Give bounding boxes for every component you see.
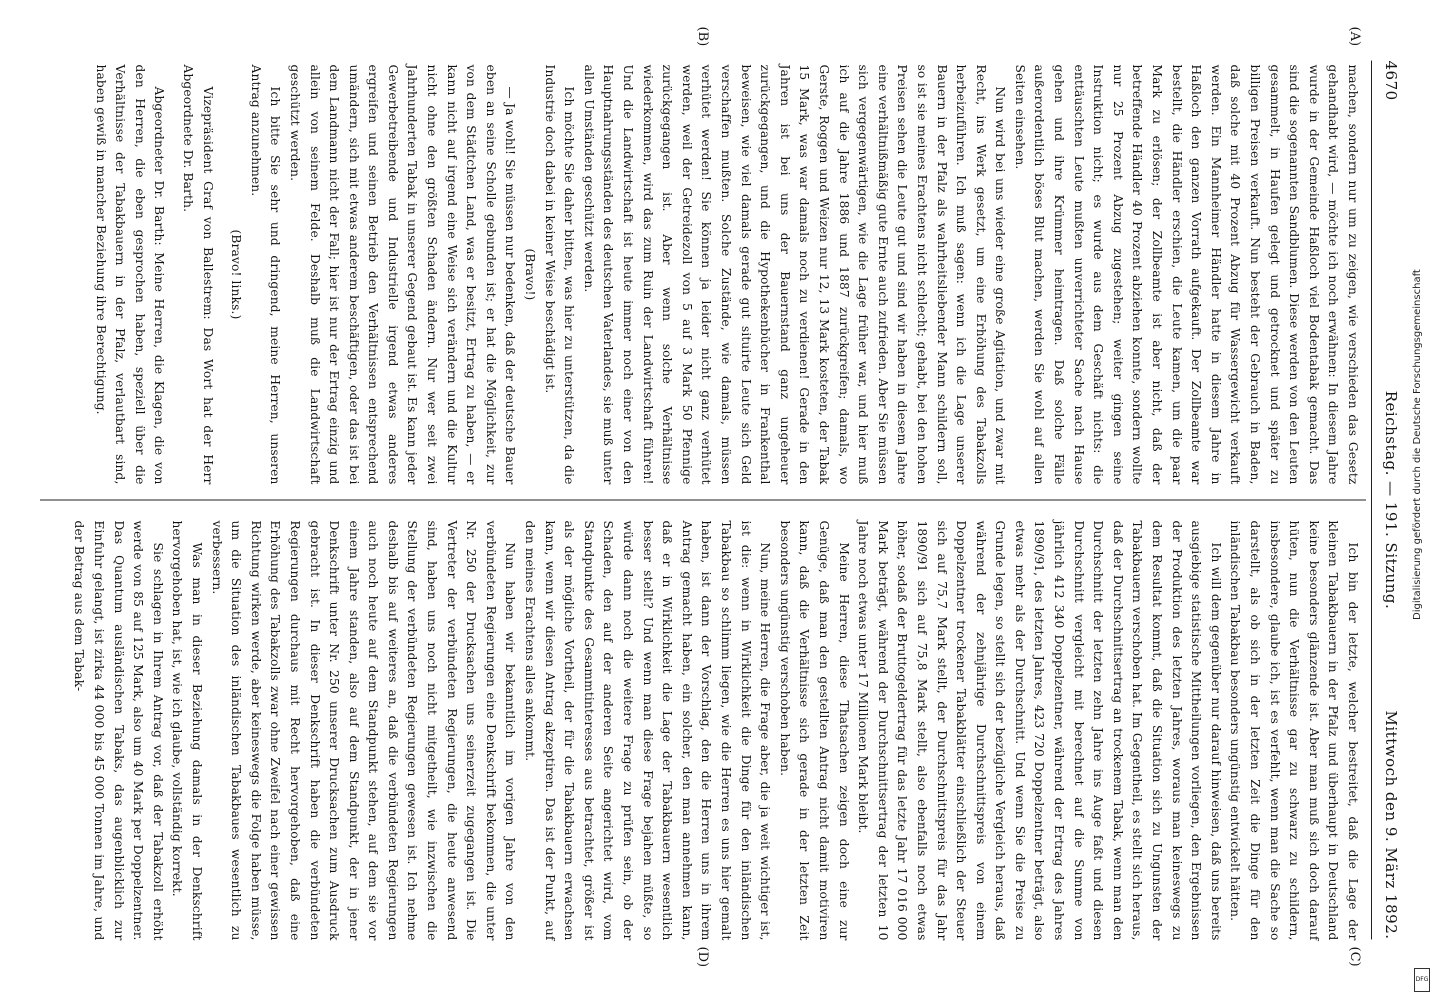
- right-column: [69, 521, 1362, 941]
- paragraph: Ich will dem gegenüber nur darauf hinweisen, daß uns bereits ausgiebige statistische Mittheilungen vorliegen, den Ergebnissen der Produktion des letzten Jahres, woraus man keineswegs zu dem Resultat kommt, daß die Situation sich zu Ungunsten der Tabakbauern verschoben hat. Im Gegentheil, es stellt sich heraus, daß der Durchschnittsertrag an trockenem Tabak, wenn man den Durchschnitt der letzten zehn Jahre ins Auge faßt und diesen Durchschnitt vergleicht mit berechnet auf die Summe von jährlich 412 340 Doppelzentner, während der Ertrag des Jahres 1890/91, des letzten Jahres, 423 720 Doppelzentner beträgt, also etwas mehr als der Durchschnitt. Und wenn Sie die Preise zu Grunde legen, so stellt sich der bezügliche Vergleich heraus, daß während der zehnjährige Durchschnittspreis von einem Doppelzentner trockener Tabakblätter einschließlich der Steuer sich auf 75,7 Mark stellt, der Durchschnittspreis für das Jahr 1890/91 sich auf 75,8 Mark stellt, also ebenfalls noch etwas höher, sodaß der Bruttogeldertrag für das letzte Jahr 17 016 000 Mark beträgt, während der Durchschnittsertrag der letzten 10 Jahre noch etwas unter 17 Millionen Mark bleibt.: [856, 520, 1223, 941]
- running-title: Reichstag. — 191. Sitzung.: [1382, 390, 1400, 610]
- digitization-credit: Digitalisierung gefördert durch die Deutsche Forschungsgemeinschaft: [1412, 269, 1423, 620]
- header-rule: [1371, 61, 1372, 940]
- margin-mark-d: (D): [695, 946, 710, 968]
- paragraph: machen, sondern nur um zu zeigen, wie verschieden das Gesetz gehandhabt wird, — möchte ich noch erwähnen: In diesem Jahre wurde in der Gemeinde Haßloch viel Bodentabak gemacht. Das sind die sogenannten Sandblumen. Diese werden von den Leuten gesammelt, in Haufen gelegt und getrocknet und später zu billigen Preisen verkauft. Nun besteht der Gebrauch in Baden, daß solche mit 40 Prozent Abzug für Wassergewicht verkauft werden. Ein Mannheimer Händler hatte in diesem Jahre in Haßloch den ganzen Vorrath aufgekauft. Der Zollbeamte war bestellt, die Händler erschien, die Leute kamen, um die paar Mark zu erlösen; der Zollbeamte ist aber nicht, daß der betreffende Händler 40 Prozent abziehen konnte, sondern wollte nur 25 Prozent Abzug zugestehen; weiter gingen seine Instruktion nicht; es wurde aus dem Geschäft nichts: die enttäuschten Leute mußten unverrichteter Sache nach Hause gehen und ihre Krümmer heimtragen. Daß solche Fälle außerordentlich böses Blut machen, werden Sie wohl auf allen Seiten einsehen.: [1012, 64, 1360, 485]
- margin-mark-a: (A): [1347, 26, 1362, 47]
- page-header: [1374, 61, 1400, 940]
- issue-date: Mittwoch den 9. März 1892.: [1382, 710, 1400, 940]
- paragraph: Nun, meine Herren, die Frage aber, die ja weit wichtiger ist, ist die: wenn in Wirklichkeit die Dinge für den inländischen Tabakbau so schlimm liegen, wie die Herren es uns hier gemalt haben, ist dann der Vorschlag, den die Herren uns in ihrem Antrag gemacht haben, ein solcher, den man annehmen kann, daß er in Wirklichkeit die Lage der Tabakbauern wesentlich besser stellt? Und wenn man diese Frage bejahen müßte, so würde dann noch die weitere Frage zu prüfen sein, ob der Schaden, den auf der anderen Seite angerichtet wird, vom Standpunkte des Gesammtinteresses aus betrachtet, größer ist als der mögliche Vortheil, der für die Tabakbauern erwachsen kann, wenn wir diesen Antrag akzeptiren. Das ist der Punkt, auf den meines Erachtens alles ankommt.: [523, 520, 773, 941]
- margin-mark-c: (C): [1347, 946, 1362, 967]
- margin-mark-b: (B): [695, 26, 710, 47]
- rotated-page: [10, 13, 1422, 988]
- paragraph: Ich möchte Sie daher bitten, was hier zu unterstützen, da die Industrie doch dabei in keiner Weise beschädigt ist.: [542, 64, 577, 485]
- speaker-paragraph: Abgeordneter Dr. Barth: Meine Herren, die Klagen, die von den Herren, die eben gesprochen haben, speziell über die Verhältnisse der Tabakbauern in der Pfalz, verlautbart sind, haben gewiß in mancher Beziehung ihre Berechtigung.: [93, 64, 167, 485]
- paragraph: Nun wird bei uns wieder eine große Agitation, und zwar mit Recht, ins Werk gesetzt, um eine Erhöhung des Tabakzolls herbeizuführen. Ich muß sagen: wenn ich die Lage unserer Bauern in der Pfalz als wahrheitsliebender Mann schildern soll, so ist sie meines Erachtens nicht schlecht; gehabt, bei den hohen Preisen sehen die Leute gut und sind wir haben in diesem Jahre eine verhältnißmäßig gute Ernte auch zufrieden. Aber Sie müssen sich vergegenwärtigen, wie die Lage früher war, und hier muß ich auf die Jahre 1886 und 1887 zurückgreifen; damals, wo Gerste, Roggen und Weizen nur 12, 13 Mark kosteten, der Tabak 15 Mark, was war damals noch zu verdienen! Gerade in den Jahren ist bei uns der Bauernstand ganz ungeheuer zurückgegangen, und die Hypothekenbücher in Frankenthal beweisen, wie viel damals gerade gut situirte Leute sich Geld verschaffen mußten. Solche Zustände, wie damals, müssen verhütet werden! Sie können ja leider nicht ganz verhütet werden, weil der Getreidezoll von 5 auf 3 Mark 50 Pfennige zurückgegangen ist. Aber wenn solche Verhältnisse wiederkommen, wird das zum Ruin der Landwirtschaft führen! Und die Landwirtschaft ist heute immer noch einer von den Hauptnahrungsständen des deutschen Vaterlandes, sie muß unter allen Umständen geschützt werden.: [581, 64, 1008, 485]
- dfg-logo: DFG: [1414, 968, 1430, 992]
- paragraph: — Ja wohl! Sie müssen nur bedenken, daß der deutsche Bauer eben an seine Scholle gebunden ist; er hat die Möglichkeit, zur von dem Städtchen Land, was er besitzt, Ertrag zu haben, — er kann nicht auf irgend eine Weise sich verändern und die Kultur nicht ohne den größten Schaden ändern. Nur wer seit zwei Jahrhunderten Tabak in unserer Gegend gebaut ist. Es kann jeder Gewerbetreibende und Industrielle irgend etwas anderes ergreifen und seinen Betrieb den Verhältnissen entsprechend umändern, sich mit etwas anderem beschäftigen, oder das ist bei dem Landmann nicht der Fall; hier ist nur der Ertrag einzig und allein von seinem Felde. Deshalb muß die Landwirtschaft geschützt werden.: [287, 64, 518, 485]
- interjection: (Bravo!): [523, 248, 538, 301]
- paragraph: Meine Herren, diese Thatsachen zeigen doch eine zur Genüge, daß man den gestellten Antrag nicht damit motiviren kann, daß die Verhältnisse sich gerade in der letzten Zeit besonders ungünstig verschoben haben.: [777, 520, 851, 941]
- paragraph: Was man in dieser Beziehung damals in der Denkschrift hervorgehoben hat, ist, wie ich glaube, vollständig korrekt.: [170, 520, 204, 941]
- left-column: [90, 65, 1362, 485]
- column-divider: [40, 500, 1366, 501]
- speaker-paragraph: Vizepräsident Graf von Ballestrem: Das Wort hat der Herr Abgeordnete Dr. Barth.: [180, 64, 215, 485]
- page-number: 4670: [1382, 60, 1400, 101]
- paragraph: Sie schlagen in Ihrem Antrag vor, daß der Tabakzoll erhöht werde von 85 auf 125 Mark, also um 40 Mark per Doppelzentner. Das Quantum ausländischen Tabaks, das augenblicklich zur Einfuhr gelangt, ist zirka 44 000 bis 45 000 Tonnen im Jahre, und der Betrag aus dem Tabak-: [72, 520, 165, 941]
- interjection: (Bravo! links.): [229, 229, 244, 320]
- paragraph: Ich bitte Sie sehr und dringend, meine Herren, unseren Antrag anzunehmen.: [248, 64, 283, 485]
- paragraph: Nun haben wir bekanntlich im vorigen Jahre von den verbündeten Regierungen eine Denkschrift bekommen, die unter Nr. 250 der Drucksachen uns seinerzeit zugegangen ist. Die Vertreter der verbündeten Regierungen, die heute anwesend sind, haben uns noch nicht mitgetheilt, wie inzwischen die Stellung der verbündeten Regierungen gewesen ist. Ich nehme deshalb bis auf weiteres an, daß die verbündeten Regierungen auch noch heute auf dem Standpunkt stehen, auf dem sie vor einem Jahre standen, also auf dem Standpunkt, der in jener Denkschrift unter Nr. 250 unserer Drucksachen zum Ausdruck gebracht ist. In dieser Denkschrift haben die verbündeten Regierungen durchaus mit Recht hervorgehoben, daß eine Erhöhung des Tabakzolls zwar ohne Zweifel nach einer gewissen Richtung wirken werde, aber keineswegs die Folge haben müsse, um die Situation des inländischen Tabakbaues wesentlich zu verbessern.: [209, 520, 518, 941]
- paragraph: Ich bin der letzte, welcher bestreitet, daß die Lage der kleinen Tabakbauern in der Pfalz und überhaupt in Deutschland keine besonders glänzende ist. Aber man muß sich doch darauf hüten, nun die Verhältnisse gar zu schwarz zu schildern, insbesondere, glaube ich, ist es verfehlt, wenn man die Sache so darstellt, als ob sich in der letzten Zeit die Dinge für den inländischen Tabakbau besonders ungünstig entwickelt hätten.: [1228, 520, 1360, 941]
